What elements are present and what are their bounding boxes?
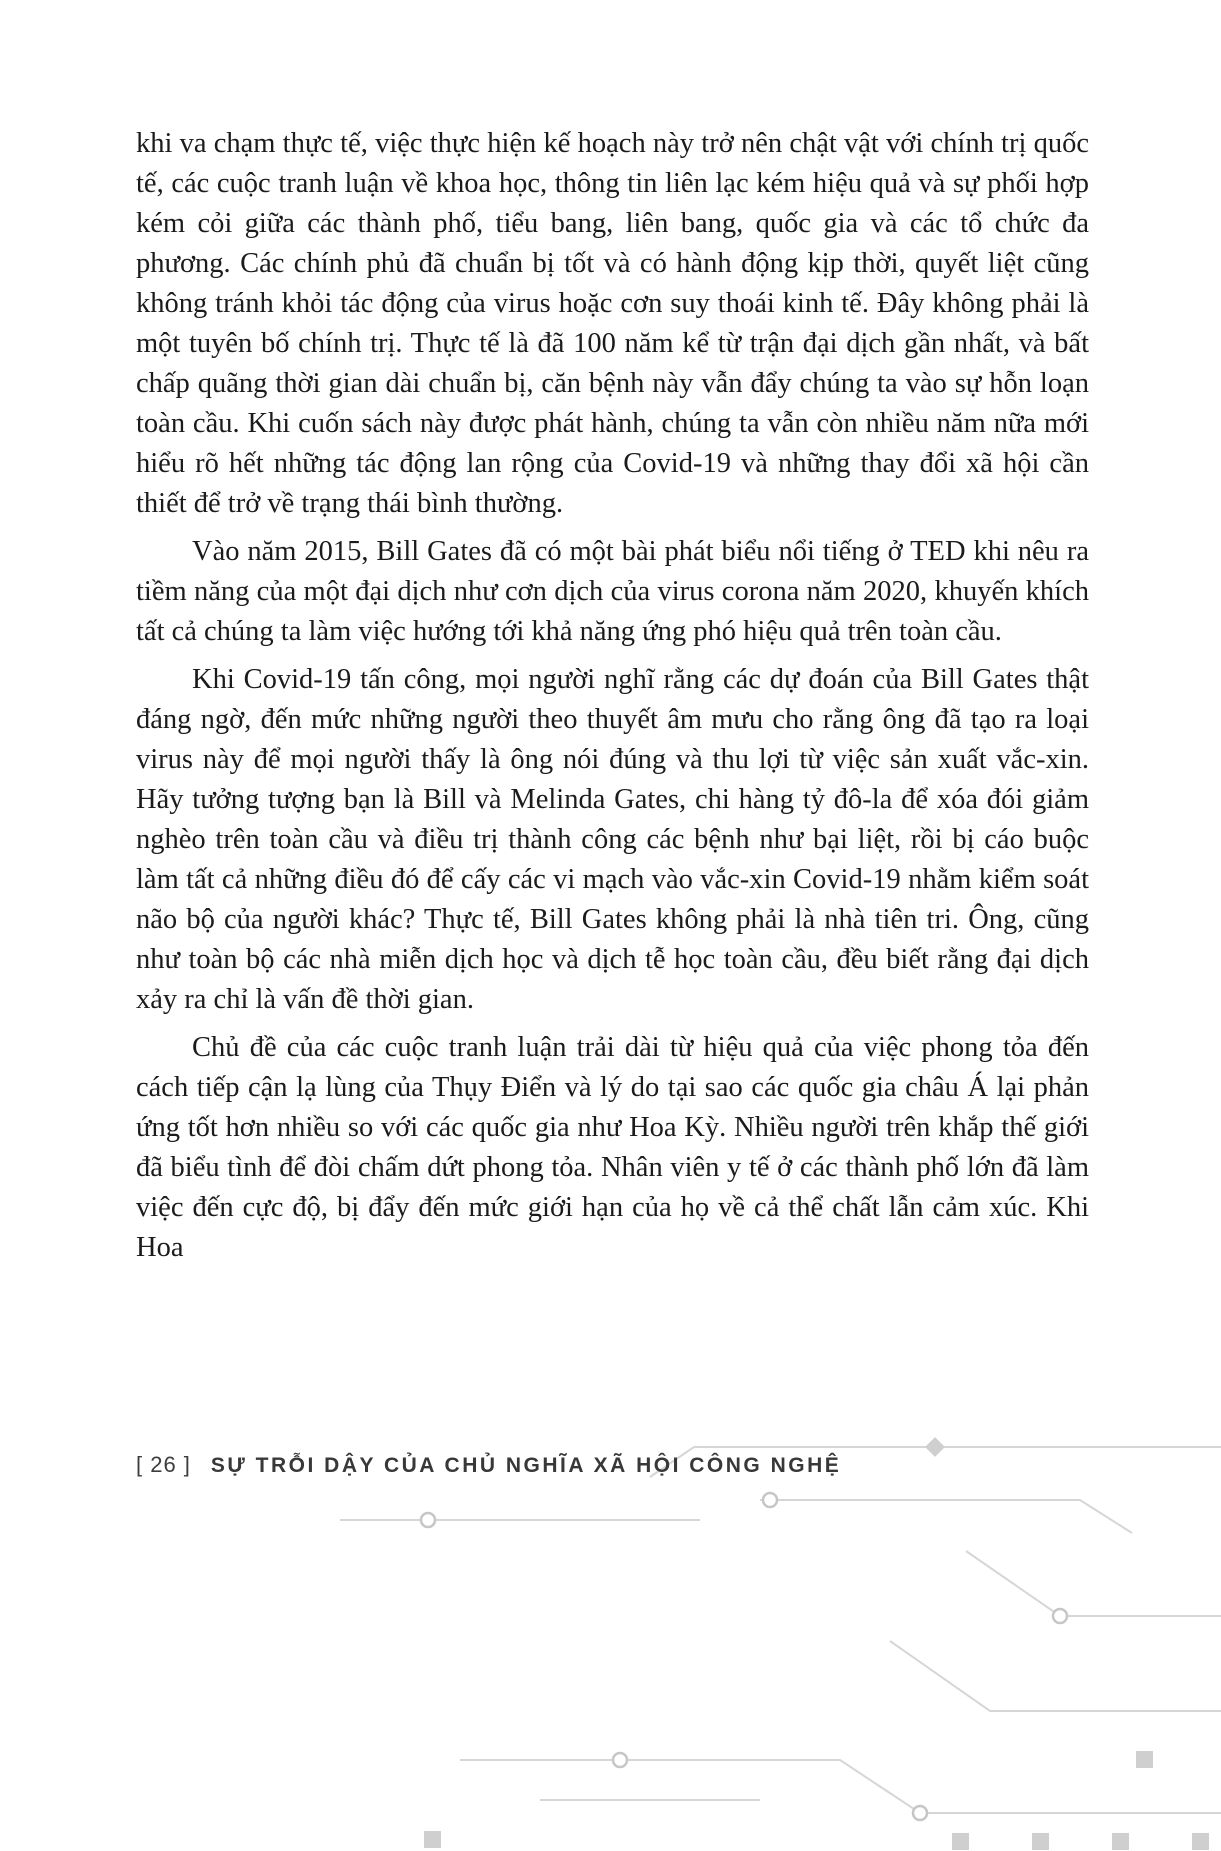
- circuit-node: [913, 1806, 927, 1820]
- circuit-node: [1053, 1609, 1067, 1623]
- book-title: SỰ TRỖI DẬY CỦA CHỦ NGHĨA XÃ HỘI CÔNG NGHỆ: [210, 1454, 842, 1477]
- body-text: [136, 124, 1089, 1268]
- circuit-square: [952, 1833, 969, 1850]
- paragraph: Chủ đề của các cuộc tranh luận trải dài từ hiệu quả của việc phong tỏa đến cách tiếp cận lạ lùng của Thụy Điển và lý do tại sao các quốc gia châu Á lại phản ứng tốt hơn nhiều so với các quốc gia như Hoa Kỳ. Nhiều người trên khắp thế giới đã biểu tình để đòi chấm dứt phong tỏa. Nhân viên y tế ở các thành phố lớn đã làm việc đến cực độ, bị đẩy đến mức giới hạn của họ về cả thể chất lẫn cảm xúc. Khi Hoa: [136, 1032, 1089, 1263]
- circuit-node: [763, 1493, 777, 1507]
- paragraph: Vào năm 2015, Bill Gates đã có một bài phát biểu nổi tiếng ở TED khi nêu ra tiềm năng của một đại dịch như cơn dịch của virus corona năm 2020, khuyến khích tất cả chúng ta làm việc hướng tới khả năng ứng phó hiệu quả trên toàn cầu.: [136, 536, 1089, 647]
- circuit-node: [613, 1753, 627, 1767]
- circuit-node: [421, 1513, 435, 1527]
- circuit-square: [1112, 1833, 1129, 1850]
- paragraph: Khi Covid-19 tấn công, mọi người nghĩ rằng các dự đoán của Bill Gates thật đáng ngờ, đến mức những người theo thuyết âm mưu cho rằng ông đã tạo ra loại virus này để mọi người thấy là ông nói đúng và thu lợi từ việc sản xuất vắc-xin. Hãy tưởng tượng bạn là Bill và Melinda Gates, chi hàng tỷ đô-la để xóa đói giảm nghèo trên toàn cầu và điều trị thành công các bệnh như bại liệt, rồi bị cáo buộc làm tất cả những điều đó để cấy các vi mạch vào vắc-xin Covid-19 nhằm kiểm soát não bộ của người khác? Thực tế, Bill Gates không phải là nhà tiên tri. Ông, cũng như toàn bộ các nhà miễn dịch học và dịch tễ học toàn cầu, đều biết rằng đại dịch xảy ra chỉ là vấn đề thời gian.: [136, 664, 1089, 1015]
- circuit-square: [1192, 1833, 1209, 1850]
- circuit-square: [424, 1831, 441, 1848]
- circuit-square: [1032, 1833, 1049, 1850]
- circuit-square: [1136, 1751, 1153, 1768]
- circuit-diamond: [925, 1437, 945, 1457]
- page-number: [ 26 ]: [136, 1452, 191, 1477]
- paragraph: khi va chạm thực tế, việc thực hiện kế hoạch này trở nên chật vật với chính trị quốc tế, các cuộc tranh luận về khoa học, thông tin liên lạc kém hiệu quả và sự phối hợp kém cỏi giữa các thành phố, tiểu bang, liên bang, quốc gia và các tổ chức đa phương. Các chính phủ đã chuẩn bị tốt và có hành động kịp thời, quyết liệt cũng không tránh khỏi tác động của virus hoặc cơn suy thoái kinh tế. Đây không phải là một tuyên bố chính trị. Thực tế là đã 100 năm kể từ trận đại dịch gần nhất, và bất chấp quãng thời gian dài chuẩn bị, căn bệnh này vẫn đẩy chúng ta vào sự hỗn loạn toàn cầu. Khi cuốn sách này được phát hành, chúng ta vẫn còn nhiều năm nữa mới hiểu rõ hết những tác động lan rộng của Covid-19 và những thay đổi xã hội cần thiết để trở về trạng thái bình thường.: [136, 128, 1089, 519]
- page-footer: [136, 1452, 841, 1478]
- circuit-pattern-decoration: [0, 1431, 1221, 1851]
